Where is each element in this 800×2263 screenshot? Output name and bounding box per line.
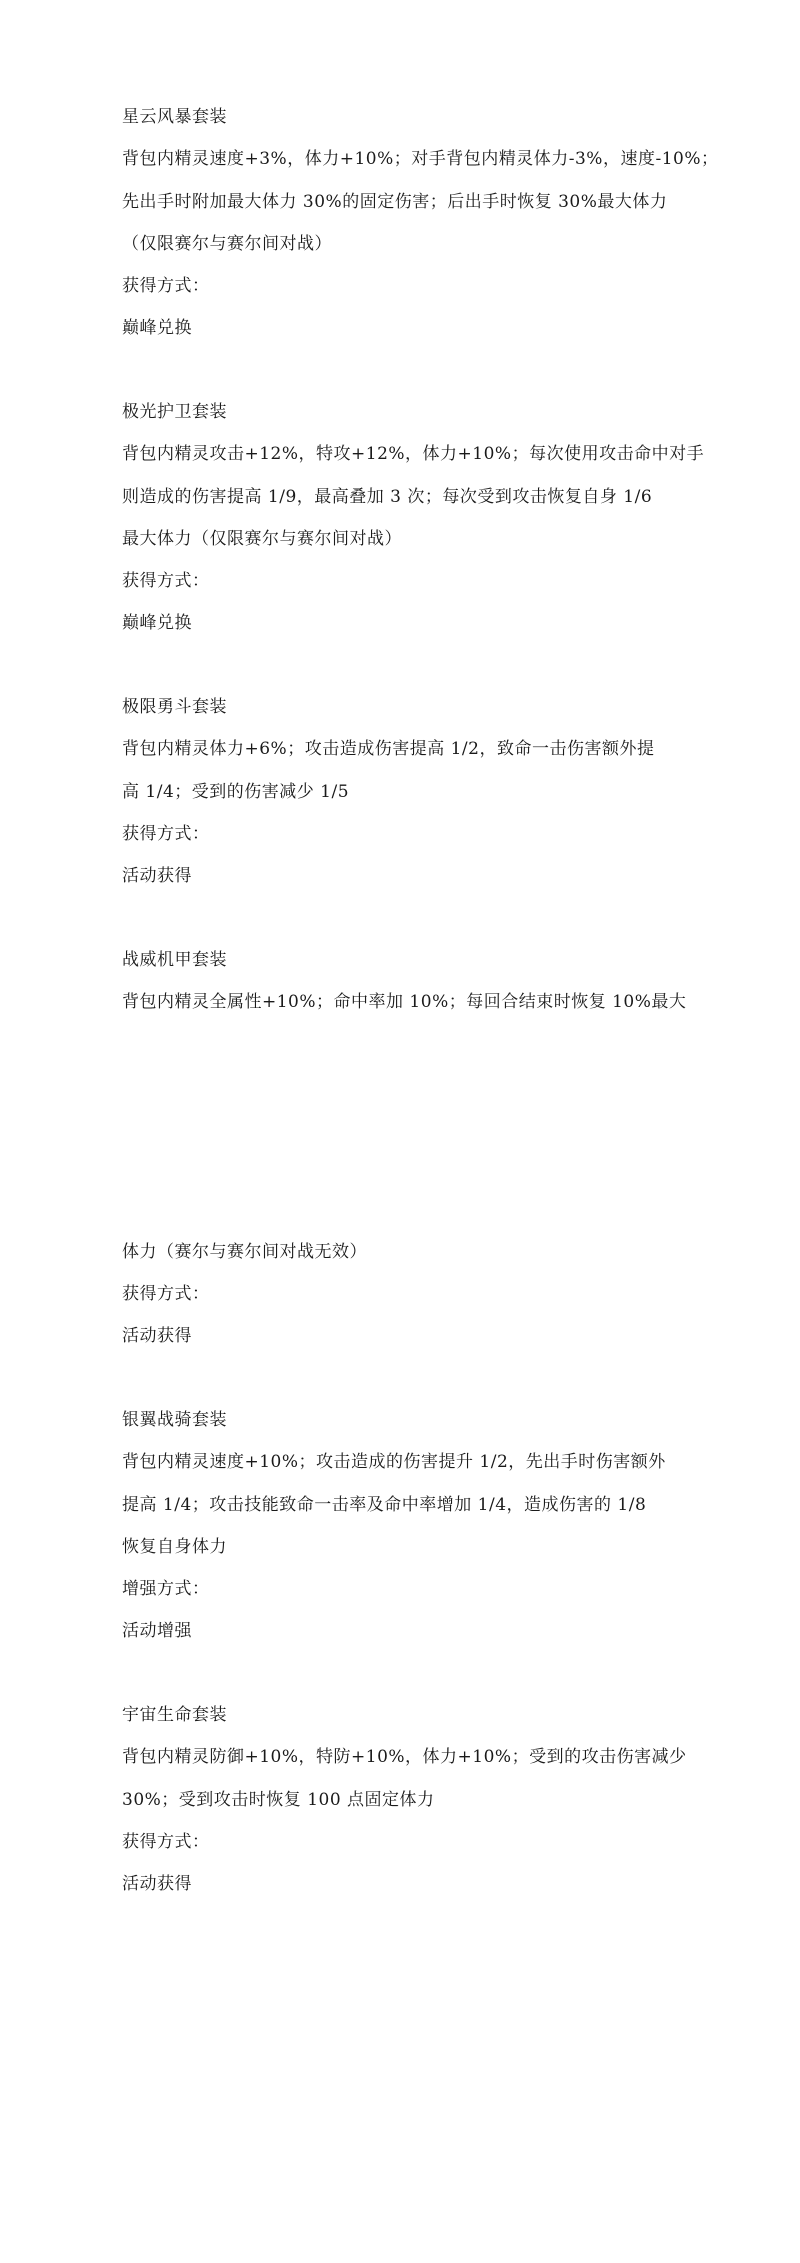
description-line: 30%；受到攻击时恢复 100 点固定体力 [122, 1790, 435, 1810]
description-line: 体力（赛尔与赛尔间对战无效） [122, 1242, 367, 1262]
description-line: 背包内精灵体力+6%；攻击造成伤害提高 1/2，致命一击伤害额外提 [122, 739, 655, 759]
description-line: 高 1/4；受到的伤害减少 1/5 [122, 782, 350, 802]
description-line: 背包内精灵防御+10%，特防+10%，体力+10%；受到的攻击伤害减少 [122, 1747, 687, 1767]
method-value: 巅峰兑换 [122, 613, 192, 633]
method-label: 获得方式： [122, 276, 210, 296]
section-title: 银翼战骑套装 [122, 1410, 227, 1430]
description-line: 背包内精灵全属性+10%；命中率加 10%；每回合结束时恢复 10%最大 [122, 992, 687, 1012]
section-title: 星云风暴套装 [122, 107, 227, 127]
method-value: 活动获得 [122, 1874, 192, 1894]
section-title: 宇宙生命套装 [122, 1705, 227, 1725]
method-label: 获得方式： [122, 1284, 210, 1304]
method-value: 活动增强 [122, 1621, 192, 1641]
section-title: 极光护卫套装 [122, 402, 227, 422]
method-label: 增强方式： [122, 1579, 210, 1599]
method-value: 活动获得 [122, 866, 192, 886]
section-title: 极限勇斗套装 [122, 697, 227, 717]
description-line: （仅限赛尔与赛尔间对战） [122, 234, 332, 254]
method-value: 巅峰兑换 [122, 318, 192, 338]
method-label: 获得方式： [122, 824, 210, 844]
description-line: 背包内精灵速度+3%，体力+10%；对手背包内精灵体力-3%，速度-10%； [122, 149, 719, 169]
description-line: 背包内精灵攻击+12%，特攻+12%，体力+10%；每次使用攻击命中对手 [122, 444, 705, 464]
description-line: 先出手时附加最大体力 30%的固定伤害；后出手时恢复 30%最大体力 [122, 192, 668, 212]
description-line: 则造成的伤害提高 1/9，最高叠加 3 次；每次受到攻击恢复自身 1/6 [122, 487, 653, 507]
method-label: 获得方式： [122, 1832, 210, 1852]
description-line: 背包内精灵速度+10%；攻击造成的伤害提升 1/2，先出手时伤害额外 [122, 1452, 666, 1472]
method-value: 活动获得 [122, 1326, 192, 1346]
description-line: 提高 1/4；攻击技能致命一击率及命中率增加 1/4，造成伤害的 1/8 [122, 1495, 647, 1515]
description-line: 恢复自身体力 [122, 1537, 227, 1557]
method-label: 获得方式： [122, 571, 210, 591]
section-title: 战威机甲套装 [122, 950, 227, 970]
description-line: 最大体力（仅限赛尔与赛尔间对战） [122, 529, 402, 549]
